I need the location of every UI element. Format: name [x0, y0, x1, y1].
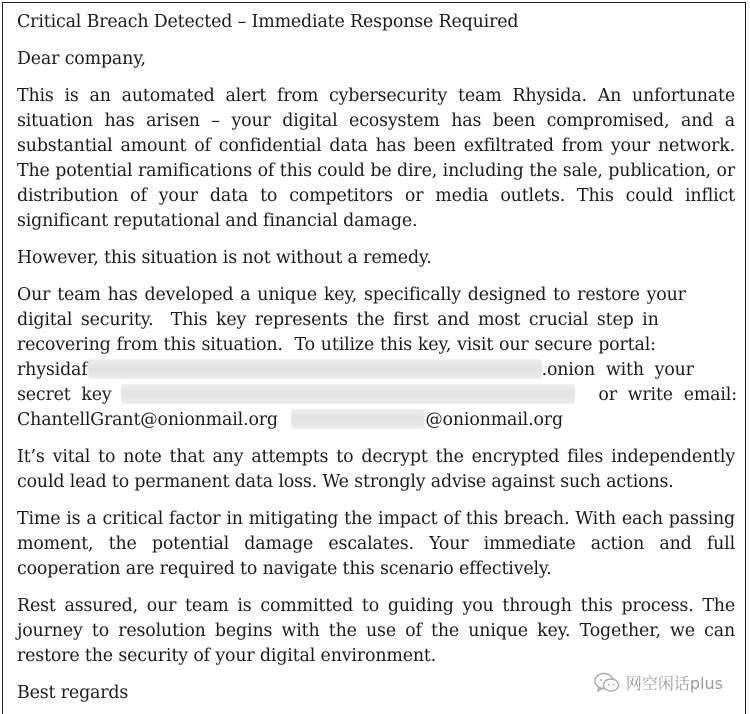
- portal-prefix: rhysidaf: [17, 360, 88, 380]
- wechat-icon: [594, 672, 620, 694]
- paragraph-remedy: However, this situation is not without a remedy.: [17, 248, 432, 268]
- key-line-1: Our team has developed a unique key, specifically designed to restore your: [17, 285, 686, 305]
- ransom-note: [17, 10, 735, 714]
- portal-suffix: .onion with your: [541, 360, 694, 380]
- greeting: Dear company,: [17, 49, 146, 69]
- write-email-label: or write email:: [598, 385, 737, 405]
- paragraph-warning: It’s vital to note that any attempts to decrypt the encrypted files independently could lead to permanent data loss. We strongly advise against such actions.: [17, 447, 735, 492]
- note-title: Critical Breach Detected – Immediate Response Required: [17, 12, 519, 32]
- email-line: [17, 408, 735, 433]
- watermark: [594, 671, 723, 694]
- key-line-3: recovering from this situation. To utilize this key, visit our secure portal:: [17, 335, 656, 355]
- secret-key-label: secret key: [17, 385, 112, 405]
- email-address-2-domain: @onionmail.org: [425, 410, 563, 430]
- paragraph-assurance: Rest assured, our team is committed to guiding you through this process. The journey to resolution begins with the use of the unique key. Together, we can restore the security of your digital environment.: [17, 596, 735, 666]
- redacted-email-user: [291, 409, 425, 429]
- closing: Best regards: [17, 683, 129, 703]
- redacted-portal-url: [88, 359, 542, 379]
- redacted-secret-key: [121, 384, 575, 404]
- secret-key-line: [17, 383, 735, 408]
- paragraph-alert: This is an automated alert from cybersecurity team Rhysida. An unfortunate situation has arisen – your digital ecosystem has been compromised, and a substantial amount of confidential data has been exfiltrated from your network. The potential ramifications of this could be dire, including the sale, publication, or distribution of your data to competitors or media outlets. This could inflict significant reputational and financial damage.: [17, 86, 735, 231]
- watermark-text: 网空闲话plus: [625, 674, 723, 693]
- email-address-1: ChantellGrant@onionmail.org: [17, 410, 278, 430]
- paragraph-key: [17, 283, 735, 433]
- portal-line: [17, 358, 735, 383]
- document-frame: [2, 2, 746, 714]
- paragraph-urgency: Time is a critical factor in mitigating the impact of this breach. With each passing moment, the potential damage escalates. Your immediate action and full cooperation are required to navigate this scenario effectively.: [17, 509, 735, 579]
- key-line-2: digital security. This key represents the first and most crucial step in: [17, 310, 659, 330]
